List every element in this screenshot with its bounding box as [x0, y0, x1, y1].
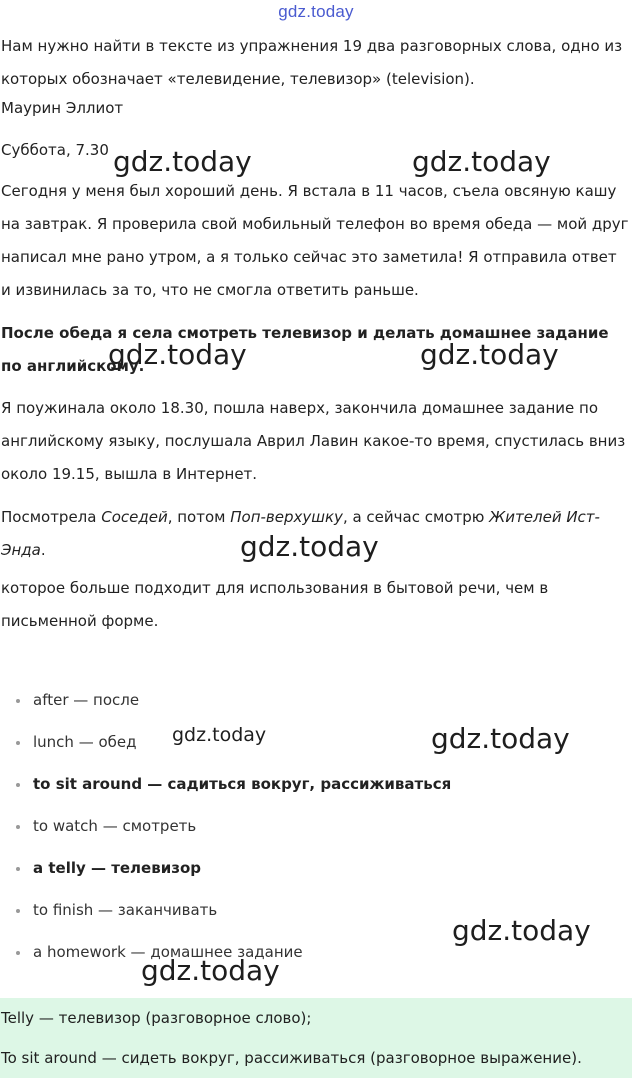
- watermark: gdz.today: [172, 724, 267, 746]
- paragraph-2: После обеда я села смотреть телевизор и делать домашнее задание по английскому.: [1, 324, 609, 375]
- watermark: gdz.today: [452, 914, 591, 947]
- answer-line-1: Telly — телевизор (разговорное слово);: [1, 1009, 312, 1027]
- paragraph-1: Сегодня у меня был хороший день. Я встала в 11 часов, съела овсяную кашу на завтрак. Я проверила свой мобильный телефон во время обеда — мой друг написал мне рано утром, а я только сейчас это заметила! Я отправила ответ и извинилась за то, что не смогла ответить раньше.: [1, 182, 629, 299]
- show-title-1: Соседей: [101, 508, 168, 526]
- vocab-item: lunch — обед: [0, 721, 632, 763]
- answer-box: [0, 998, 632, 1078]
- watermark: gdz.today: [141, 954, 280, 987]
- task-text: Нам нужно найти в тексте из упражнения 19 два разговорных слова, одно из которых обозначает «телевидение, телевизор» (television).: [1, 37, 623, 88]
- watermark: gdz.today: [412, 145, 551, 178]
- diary-date: Суббота, 7.30: [1, 141, 109, 159]
- vocab-item: to sit around — садиться вокруг, рассиживаться: [0, 763, 632, 805]
- vocab-item: a homework — домашнее задание: [0, 931, 632, 973]
- paragraph-4-text-3: , а сейчас смотрю: [342, 508, 490, 526]
- show-title-3: Жителей Ист-Энда: [1, 508, 600, 559]
- answer-line-2: To sit around — сидеть вокруг, рассиживаться (разговорное выражение).: [1, 1049, 582, 1067]
- watermark: gdz.today: [113, 145, 252, 178]
- paragraph-3: Я поужинала около 18.30, пошла наверх, закончила домашнее задание по английскому языку, послушала Аврил Лавин какое-то время, спустилась вниз около 19.15, вышла в Интернет.: [1, 399, 626, 483]
- show-title-2: Поп-верхушку: [230, 508, 343, 526]
- watermark: gdz.today: [420, 338, 559, 371]
- paragraph-4-text-2: , потом: [167, 508, 231, 526]
- vocab-item: to finish — заканчивать: [0, 889, 632, 931]
- paragraph-4-text-1: Посмотрела: [1, 508, 102, 526]
- author-name: Маурин Эллиот: [1, 99, 124, 117]
- paragraph-5: которое больше подходит для использования в бытовой речи, чем в письменной форме.: [1, 579, 549, 630]
- watermark: gdz.today: [108, 338, 247, 371]
- watermark: gdz.today: [240, 530, 379, 563]
- site-logo[interactable]: gdz.today: [278, 2, 354, 21]
- watermark: gdz.today: [431, 722, 570, 755]
- vocab-item: after — после: [0, 679, 632, 721]
- vocab-item: to watch — смотреть: [0, 805, 632, 847]
- vocab-item: a telly — телевизор: [0, 847, 632, 889]
- paragraph-4-text-4: .: [40, 541, 46, 559]
